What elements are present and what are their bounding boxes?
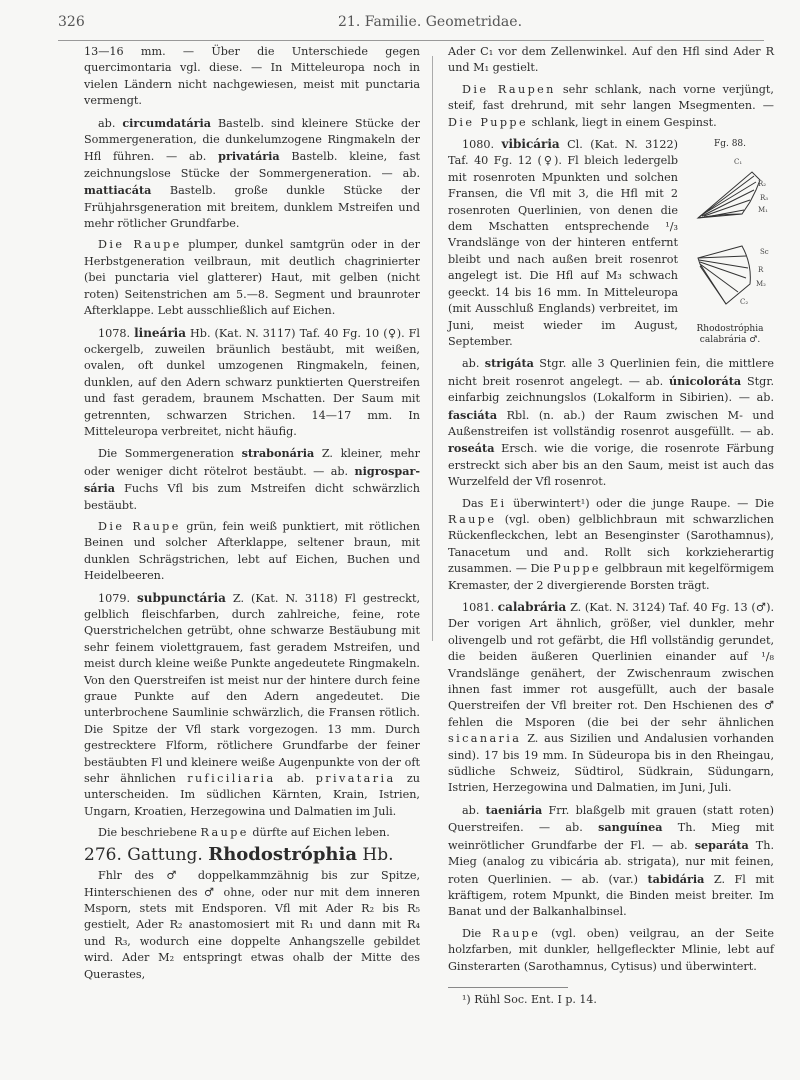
paragraph: Die Raupen sehr schlank, nach vorne verjüngt, steif, fast drehrund, mit sehr langen Msegmenten. — Die Puppe schlank, liegt in einem Gespinst. [448, 82, 774, 129]
svg-text:M₂: M₂ [756, 280, 766, 289]
figure-caption: Rhodostróphia calabrária ♂. [696, 324, 764, 346]
paragraph: ab. circumdatária Bastelb. sind kleinere Stücke der Sommergeneration, die dunkelumzogene Ringmakeln der Hfl führen. — ab. privatária Bastelb. kleine, fast zeichnungslose Stücke der Sommergeneration. — ab. mattiacáta Bastelb. große dunkle Stücke der Frühjahrsgeneration mit breitem, dunklem Mstreifen und mehr rötlicher Grundfarbe. [84, 115, 421, 231]
footnote-rule [448, 987, 568, 988]
svg-text:R₃: R₃ [760, 194, 769, 203]
species-entry: 1079. subpunctária Z. (Kat. N. 3118) Fl gestreckt, gelblich fleischfarben, durch zahlreiche, feine, rote Querstrichelchen getrübt, ohne schwarze Bestäubung mit sehr feinem violettgrauem, fast geradem Mstreifen, und meist durch kleine weiße Punkte angedeutete Ringmakeln. Von den Querstreifen ist meist nur der hintere durch feine graue Punkte auf den Adern angedeutet. Die unterbrochene Saumlinie schwärzlich, die Fransen rötlich. Die Spitze der Vfl stark vorgezogen. 13 mm. Durch gestrecktere Flform, rötlichere Grundfarbe der feiner bestäubten Fl und kleinere weiße Augenpunkte von der oft sehr ähnlichen ruficiliaria ab. privataria zu unterscheiden. Im südlichen Kärnten, Krain, Istrien, Ungarn, Kroatien, Herzegowina und Dalmatien im Juli. [84, 590, 421, 818]
paragraph: Die beschriebene Raupe dürfte auf Eichen leben. [98, 826, 390, 840]
paragraph: ab. taeniária Frr. blaßgelb mit grauen (statt roten) Querstreifen. — ab. sanguínea Th. Mieg mit weinrötlicher Grundfarbe der Fl. — ab. separáta Th. Mieg (analog zu vibicária ab. strigata), nur mit feinen, roten Querlinien. — ab. (var.) tabidária Z. Fl mit kräftigem, rotem Mpunkt, die Binden meist breiter. Im Banat und der Balkanhalbinsel. [448, 802, 775, 919]
footnote: ¹) Rühl Soc. Ent. I p. 14. [462, 992, 597, 1006]
species-entry: 1081. calabrária Z. (Kat. N. 3124) Taf. 40 Fg. 13 (♂). Der vorigen Art ähnlich, größer, viel dunkler, mehr olivengelb und rot gefärbt, die Hfl vollständig gerundet, die beiden äußeren Querlinien einander auf ¹/₈ Vrandslänge genähert, der Zwischenraum zwischen ihnen fast immer rot ausgefüllt, auch der basale Querstreifen der Vfl breiter rot. Den Hschienen des ♂ fehlen die Msporen (die bei der sehr ähnlichen sicanaria Z. aus Sizilien und Andalusien vorhanden sind). 17 bis 19 mm. In Südeuropa bis in den Rheingau, südliche Schweiz, Südtirol, Südkrain, Südungarn, Istrien, Herzegowina und Dalmatien, im Juni, Juli. [448, 600, 775, 795]
svg-text:C₂: C₂ [740, 298, 749, 307]
paragraph: 13—16 mm. — Über die Unterschiede gegen quercimontaria vgl. diese. — In Mitteleuropa noch in vielen Ländern nicht nachgewiesen, meist mit punctaria vermengt. [84, 45, 420, 108]
species-entry: 1078. lineária Hb. (Kat. N. 3117) Taf. 40 Fg. 10 (♀). Fl ockergelb, zuweilen bräunlich bestäubt, mit weißen, ovalen, oft dunkel umzogenen Ringmakeln, feinen, dunklen, auf den Adern schwarz punktierten Querstreifen und fast geradem, braunem Mschatten. Der Saum mit getrennten, schwarzen Strichen. 14—17 mm. In Mitteleuropa verbreitet, nicht häufig. [84, 325, 420, 438]
paragraph: Die Sommergeneration strabonária Z. kleiner, mehr oder weniger dicht rötelrot bestäubt. — ab. nigrospar-sária Fuchs Vfl bis zum Mstreifen dicht schwärzlich bestäubt. [84, 446, 420, 512]
figure-label: Fg. 88. [713, 139, 747, 150]
svg-text:M₁: M₁ [758, 206, 768, 215]
paragraph: Ader C₁ vor dem Zellenwinkel. Auf den Hfl sind Ader R und M₁ gestielt. [448, 45, 774, 75]
svg-text:R: R [758, 266, 764, 275]
page-header [58, 14, 764, 34]
paragraph: Die Raupe (vgl. oben) veilgrau, an der Seite holzfarben, mit dunkler, hellgefleckter Mlinie, lebt auf Ginsterarten (Sarothamnus, Cytisus) und überwintert. [448, 926, 775, 973]
running-title: 21. Familie. Geometridae. [338, 14, 523, 30]
header-rule [58, 40, 764, 41]
column-divider [432, 56, 433, 641]
paragraph: ab. strigáta Stgr. alle 3 Querlinien fein, die mittlere nicht breit rosenrot angelegt. — ab. únicoloráta Stgr. einfarbig zeichnungslos (Lokalform in Sibirien). — ab. fasciáta Rbl. (n. ab.) der Raum zwischen M- und Außenstreifen ist vollständig rosenrot ausgefüllt. — ab. roseáta Ersch. wie die vorige, die rosenrote Färbung erstreckt sich aber bis an den Saum, meist ist auch das Wurzelfeld der Vfl rosenrot. [448, 356, 774, 489]
paragraph: Fhlr des ♂ doppelkammzähnig bis zur Spitze, Hinterschienen des ♂ ohne, oder nur mit dem inneren Msporn, stets mit Endsporen. Vfl mit Ader R₂ bis R₅ gestielt, Ader R₂ anastomosiert mit R₁ und dann mit R₄ und R₃, wodurch eine doppelte Anhangszelle gebildet wird. Ader M₂ entspringt etwas ohalb der Mitte des Querastes, [84, 869, 420, 981]
svg-text:C₁: C₁ [734, 158, 743, 167]
species-entry: 1080. vibicária Cl. (Kat. N. 3122) Taf. 40 Fg. 12 (♀). Fl bleich ledergelb mit rosenroten Mpunkten und solchen Fransen, die Vfl mit 3, die Hfl mit 2 rosenroten Querlinien, von denen die dem Mschatten entsprechende ¹/₃ Vrandslänge von der hinteren entfernt bleibt und nach außen breit rosenrot angelegt ist. Die Hfl auf M₃ schwach geeckt. 14 bis 16 mm. In Mitteleuropa (mit Ausschluß Englands) verbreitet, im Juni, meist wieder im August, September. [448, 137, 679, 348]
left-column [84, 44, 420, 988]
right-column [448, 44, 774, 1013]
page-number: 326 [58, 14, 85, 30]
paragraph: Die Raupe grün, fein weiß punktiert, mit rötlichen Beinen und solcher Afterklappe, seltener braun, mit dunklen Schrägstrichen, lebt auf Eichen, Buchen und Heidelbeeren. [84, 519, 420, 583]
paragraph: Die Raupe plumper, dunkel samtgrün oder in der Herbstgeneration veilbraun, mit deutlich chagrinierter (bei punctaria viel glatterer) Haut, mit gelben (nicht roten) Seitenstrichen am 5.—8. Segment und braunroter Afterklappe. Lebt ausschließlich auf Eichen. [84, 238, 420, 318]
wing-venation-figure [686, 136, 774, 344]
wing-venation-illustration [690, 154, 770, 324]
paragraph: Das Ei überwintert¹) oder die junge Raupe. — Die Raupe (vgl. oben) gelblichbraun mit schwarzlichen Rückenfleckchen, lebt an Besenginster (Sarothamnus), Tanacetum und and. Rollt sich korkzieherartig zusammen. — Die Puppe gelbbraun mit kegelförmigem Kremaster, der 2 divergierende Borsten trägt. [448, 496, 775, 592]
section-heading: 276. Gattung. Rhodostróphia Hb. [84, 843, 394, 865]
svg-text:Sc: Sc [760, 248, 769, 257]
svg-text:R₂: R₂ [758, 180, 767, 189]
